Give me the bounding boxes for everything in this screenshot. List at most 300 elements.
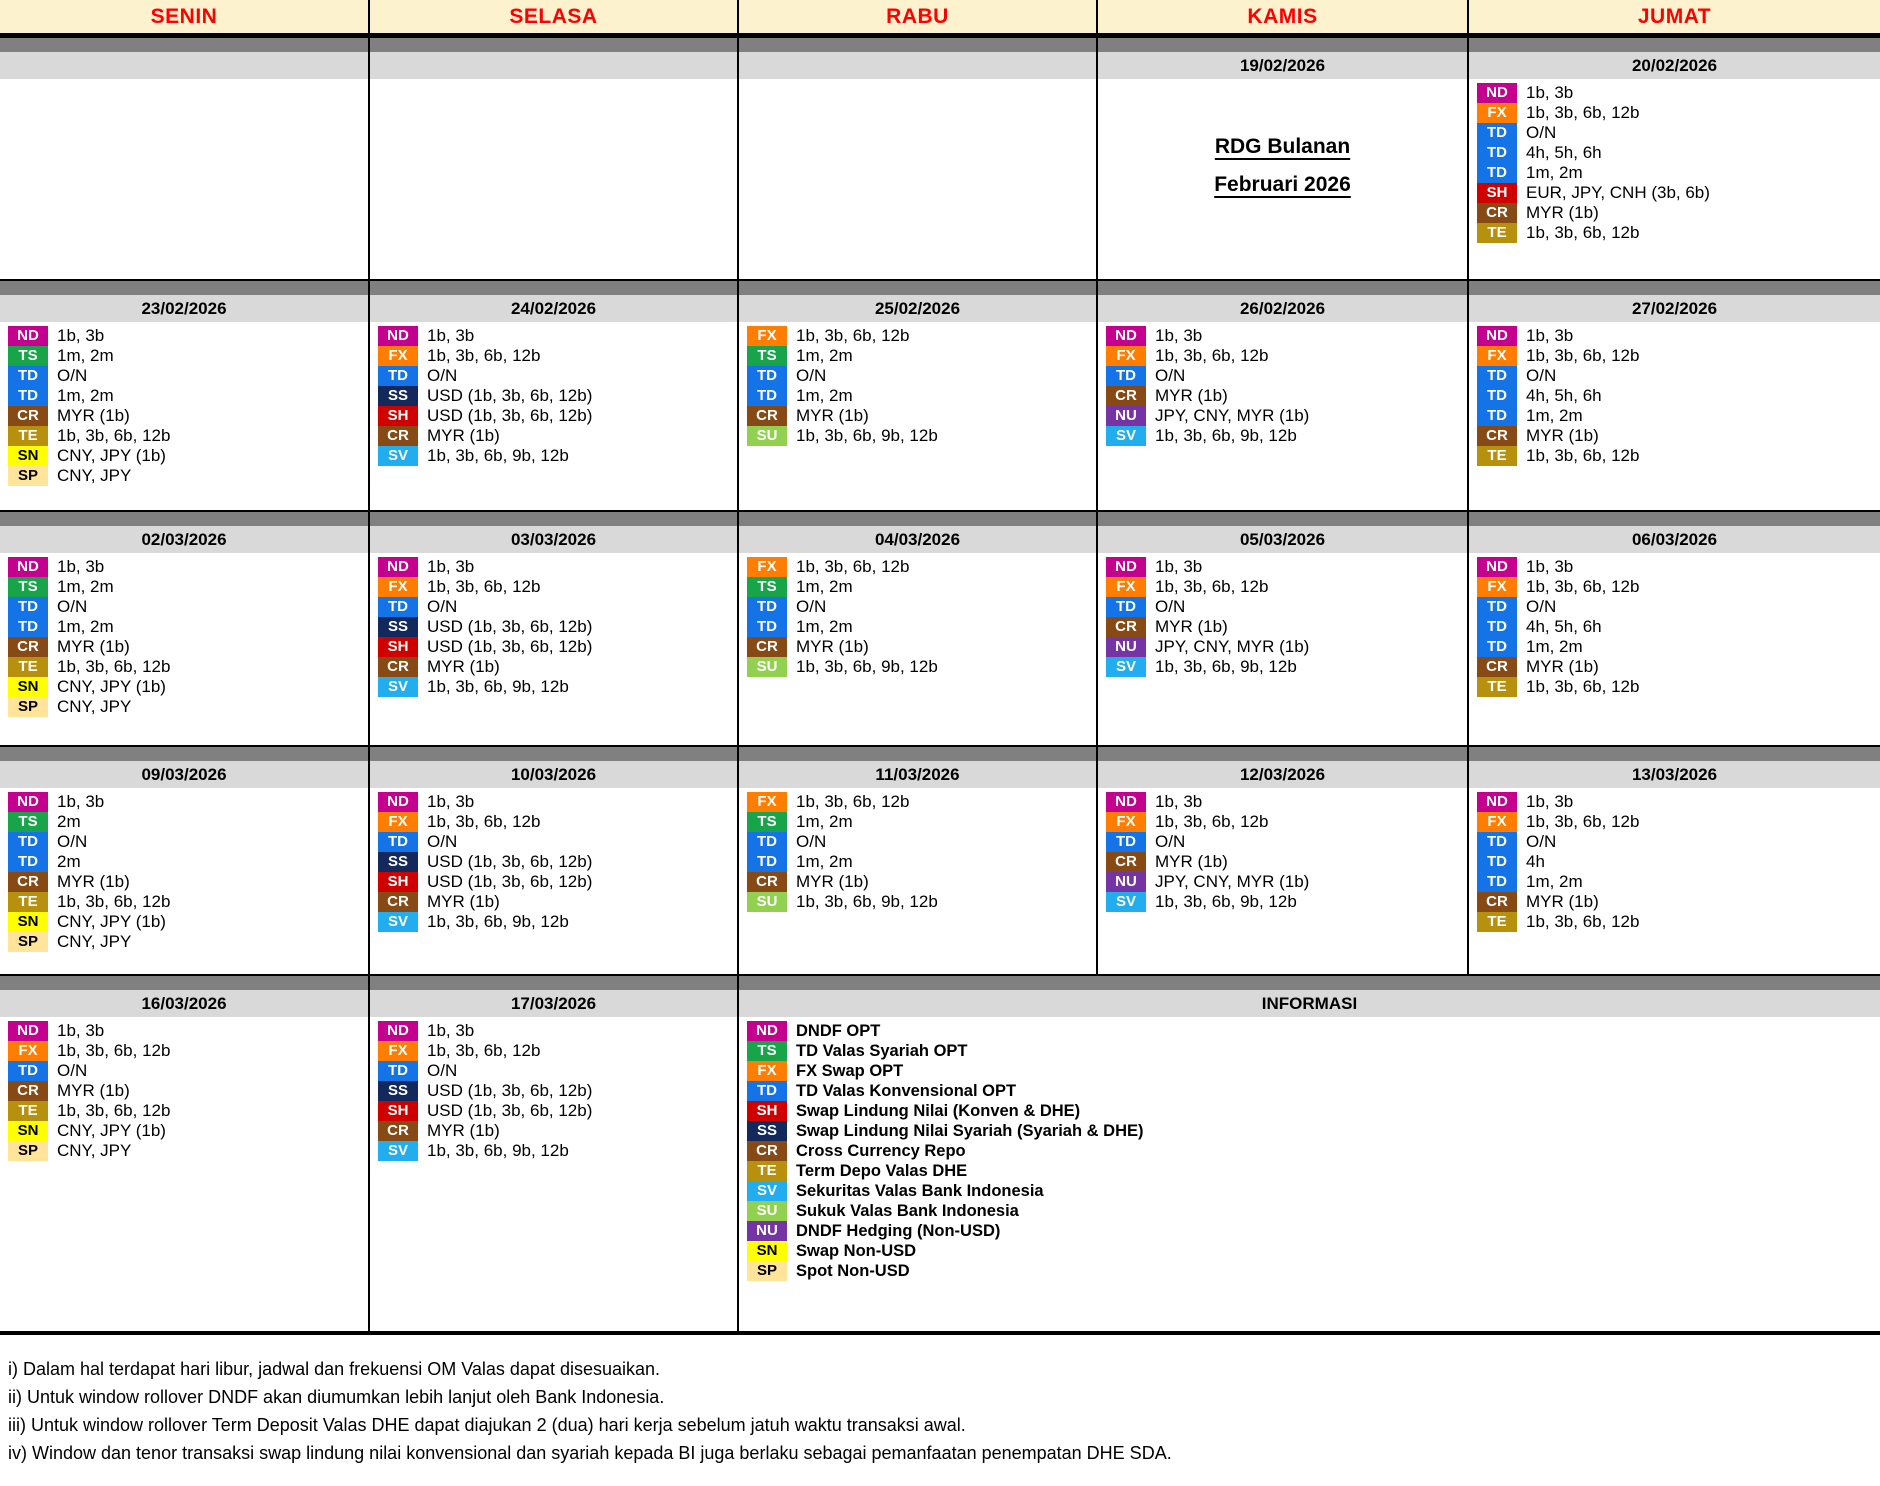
date-cell: 10/03/2026 [368,761,737,788]
badge-SP: SP [8,1141,48,1161]
schedule-row [0,872,368,892]
schedule-row [0,617,368,637]
badge-CR: CR [747,637,787,657]
schedule-row [1098,386,1467,406]
schedule-row [1469,143,1880,163]
schedule-row [0,426,368,446]
legend-label: Sekuritas Valas Bank Indonesia [796,1181,1044,1200]
legend-row [739,1041,1880,1061]
tenor-text: CNY, JPY (1b) [57,446,166,465]
week-separator [368,974,737,990]
legend-row [739,1261,1880,1281]
schedule-row [1469,792,1880,812]
badge-FX: FX [1477,346,1517,366]
tenor-text: CNY, JPY [57,697,132,716]
badge-SV: SV [1106,892,1146,912]
tenor-text: 4h, 5h, 6h [1526,143,1602,162]
schedule-row [370,892,737,912]
badge-TS: TS [8,577,48,597]
badge-SP: SP [8,466,48,486]
schedule-row [1469,346,1880,366]
tenor-text: USD (1b, 3b, 6b, 12b) [427,1081,593,1100]
schedule-row [1098,637,1467,657]
badge-TD: TD [1477,832,1517,852]
schedule-row [1098,346,1467,366]
badge-CR: CR [1477,892,1517,912]
date-cell: 19/02/2026 [1096,52,1467,79]
schedule-row [0,466,368,486]
badge-TS: TS [8,812,48,832]
schedule-row [0,637,368,657]
badge-SS: SS [747,1121,787,1141]
schedule-row [370,386,737,406]
schedule-row [370,406,737,426]
tenor-text: 1m, 2m [796,852,853,871]
schedule-row [1469,597,1880,617]
badge-SS: SS [378,386,418,406]
tenor-text: 2m [57,852,81,871]
week-separator [368,279,737,295]
badge-ND: ND [747,1021,787,1041]
schedule-row [1469,103,1880,123]
legend-label: Sukuk Valas Bank Indonesia [796,1201,1019,1220]
badge-ND: ND [1477,792,1517,812]
date-cell: 20/02/2026 [1467,52,1880,79]
tenor-text: 1b, 3b, 6b, 9b, 12b [796,657,938,676]
week-separator [0,36,368,52]
schedule-row [370,1021,737,1041]
badge-SV: SV [378,912,418,932]
schedule-row [370,677,737,697]
schedule-row [0,912,368,932]
day-header-jumat: JUMAT [1467,0,1880,36]
schedule-row [1098,366,1467,386]
tenor-text: 1b, 3b, 6b, 12b [427,812,541,831]
tenor-text: O/N [1526,123,1557,142]
tenor-text: 1b, 3b, 6b, 12b [57,426,171,445]
badge-SN: SN [8,677,48,697]
badge-SH: SH [378,1101,418,1121]
badge-TE: TE [8,426,48,446]
tenor-text: USD (1b, 3b, 6b, 12b) [427,386,593,405]
day-cell [368,1017,737,1331]
badge-ND: ND [1477,557,1517,577]
day-cell [1096,322,1467,510]
footnote-iv: iv) Window dan tenor transaksi swap lindung nilai konvensional dan syariah kepada BI juga berlaku sebagai pemanfaatan penempatan DHE SDA. [8,1443,1172,1463]
tenor-text: 1b, 3b [427,557,475,576]
legend-label: FX Swap OPT [796,1061,904,1080]
badge-ND: ND [1477,83,1517,103]
badge-TE: TE [1477,223,1517,243]
tenor-text: 4h, 5h, 6h [1526,617,1602,636]
footnote-ii: ii) Untuk window rollover DNDF akan diumumkan lebih lanjut oleh Bank Indonesia. [8,1387,665,1407]
schedule-row [370,326,737,346]
schedule-row [1469,83,1880,103]
badge-TE: TE [8,1101,48,1121]
schedule-row [739,637,1096,657]
legend-row [739,1221,1880,1241]
tenor-text: 1b, 3b, 6b, 12b [1526,812,1640,831]
schedule-row [1469,223,1880,243]
tenor-text: O/N [1155,366,1186,385]
badge-ND: ND [378,557,418,577]
week-separator [368,36,737,52]
schedule-row [370,366,737,386]
badge-SU: SU [747,426,787,446]
tenor-text: 1b, 3b, 6b, 9b, 12b [796,892,938,911]
tenor-text: 1b, 3b, 6b, 12b [1526,912,1640,931]
legend-label: Swap Lindung Nilai Syariah (Syariah & DHE) [796,1121,1144,1140]
schedule-row [1469,183,1880,203]
week-separator [737,279,1096,295]
rdg-note-line: RDG Bulanan [1214,135,1351,158]
tenor-text: 1b, 3b, 6b, 9b, 12b [1155,892,1297,911]
tenor-text: MYR (1b) [1155,617,1228,636]
schedule-row [370,792,737,812]
badge-TD: TD [747,1081,787,1101]
badge-TE: TE [1477,677,1517,697]
tenor-text: 1b, 3b [57,326,105,345]
tenor-text: MYR (1b) [427,657,500,676]
badge-TS: TS [8,346,48,366]
tenor-text: 1m, 2m [796,577,853,596]
tenor-text: 1b, 3b [57,1021,105,1040]
schedule-row [739,792,1096,812]
badge-TE: TE [8,657,48,677]
tenor-text: 1m, 2m [796,346,853,365]
legend-row [739,1161,1880,1181]
schedule-row [1098,406,1467,426]
tenor-text: 1b, 3b, 6b, 12b [1526,677,1640,696]
legend-label: TD Valas Syariah OPT [796,1041,968,1060]
tenor-text: 1m, 2m [796,617,853,636]
tenor-text: 4h, 5h, 6h [1526,386,1602,405]
schedule-row [1469,366,1880,386]
schedule-row [739,326,1096,346]
week-separator [1096,745,1467,761]
schedule-row [370,1041,737,1061]
badge-TD: TD [1477,617,1517,637]
schedule-row [0,386,368,406]
tenor-text: 1b, 3b, 6b, 12b [796,326,910,345]
legend-row [739,1241,1880,1261]
tenor-text: 1b, 3b [1526,326,1574,345]
badge-SN: SN [8,912,48,932]
schedule-row [0,1121,368,1141]
tenor-text: O/N [1155,597,1186,616]
date-cell: 26/02/2026 [1096,295,1467,322]
schedule-row [1098,577,1467,597]
schedule-row [1469,557,1880,577]
badge-TD: TD [747,386,787,406]
badge-SU: SU [747,657,787,677]
schedule-row [370,617,737,637]
tenor-text: 1b, 3b, 6b, 12b [796,792,910,811]
badge-TD: TD [1477,143,1517,163]
badge-ND: ND [1477,326,1517,346]
tenor-text: USD (1b, 3b, 6b, 12b) [427,637,593,656]
day-cell [1467,79,1880,279]
week-separator [1467,279,1880,295]
badge-TS: TS [747,812,787,832]
badge-TE: TE [747,1161,787,1181]
tenor-text: MYR (1b) [57,872,130,891]
rdg-note-line: Februari 2026 [1214,173,1351,196]
badge-TD: TD [1106,832,1146,852]
tenor-text: O/N [796,597,827,616]
footnote-iii: iii) Untuk window rollover Term Deposit Valas DHE dapat diajukan 2 (dua) hari kerja sebelum jatuh waktu transaksi awal. [8,1415,966,1435]
tenor-text: MYR (1b) [427,1121,500,1140]
week-separator [0,974,368,990]
date-cell [0,52,368,79]
tenor-text: 1m, 2m [57,617,114,636]
schedule-row [1469,326,1880,346]
tenor-text: CNY, JPY (1b) [57,912,166,931]
day-cell [368,79,737,279]
schedule-row [0,326,368,346]
schedule-row [1469,123,1880,143]
badge-TS: TS [747,577,787,597]
schedule-row [0,1021,368,1041]
schedule-row [370,577,737,597]
badge-TD: TD [1477,406,1517,426]
badge-CR: CR [8,637,48,657]
badge-NU: NU [747,1221,787,1241]
legend-label: DNDF Hedging (Non-USD) [796,1221,1001,1240]
day-cell [0,322,368,510]
badge-SN: SN [747,1241,787,1261]
schedule-row [0,657,368,677]
badge-TD: TD [747,597,787,617]
schedule-row [1098,872,1467,892]
badge-ND: ND [1106,557,1146,577]
tenor-text: CNY, JPY [57,932,132,951]
week-separator [1467,745,1880,761]
schedule-row [0,812,368,832]
tenor-text: EUR, JPY, CNH (3b, 6b) [1526,183,1710,202]
badge-TD: TD [1477,872,1517,892]
badge-ND: ND [1106,326,1146,346]
schedule-row [0,932,368,952]
legend-label: Swap Non-USD [796,1241,917,1260]
day-cell [0,79,368,279]
tenor-text: 1b, 3b, 6b, 9b, 12b [427,677,569,696]
badge-TD: TD [747,832,787,852]
badge-CR: CR [747,1141,787,1161]
legend-row [739,1121,1880,1141]
badge-FX: FX [378,812,418,832]
tenor-text: MYR (1b) [796,872,869,891]
badge-TD: TD [1477,597,1517,617]
tenor-text: 1b, 3b [1526,557,1574,576]
badge-TS: TS [747,346,787,366]
badge-SS: SS [378,852,418,872]
tenor-text: JPY, CNY, MYR (1b) [1155,872,1310,891]
schedule-row [370,912,737,932]
tenor-text: 1b, 3b, 6b, 12b [57,657,171,676]
badge-CR: CR [747,872,787,892]
tenor-text: O/N [1155,832,1186,851]
tenor-text: CNY, JPY (1b) [57,1121,166,1140]
schedule-row [1469,892,1880,912]
schedule-row [1098,812,1467,832]
schedule-row [1098,557,1467,577]
schedule-row [739,426,1096,446]
schedule-row [1469,406,1880,426]
schedule-row [0,446,368,466]
day-cell [1467,322,1880,510]
badge-TD: TD [1477,123,1517,143]
schedule-row [739,577,1096,597]
day-cell [1096,553,1467,745]
schedule-row [739,597,1096,617]
tenor-text: 1b, 3b, 6b, 12b [57,892,171,911]
schedule-row [0,577,368,597]
date-cell: 02/03/2026 [0,526,368,553]
legend-label: Cross Currency Repo [796,1141,966,1160]
tenor-text: 1b, 3b, 6b, 9b, 12b [427,912,569,931]
tenor-text: MYR (1b) [796,406,869,425]
tenor-text: MYR (1b) [57,406,130,425]
tenor-text: 1b, 3b, 6b, 12b [1155,577,1269,596]
schedule-row [739,386,1096,406]
badge-CR: CR [1106,617,1146,637]
badge-SH: SH [1477,183,1517,203]
schedule-row [0,406,368,426]
tenor-text: O/N [796,832,827,851]
rdg-note-cell [1096,79,1467,279]
tenor-text: CNY, JPY [57,466,132,485]
schedule-row [739,872,1096,892]
tenor-text: O/N [427,1061,458,1080]
day-header-kamis: KAMIS [1096,0,1467,36]
tenor-text: 1m, 2m [796,812,853,831]
schedule-row [0,792,368,812]
badge-TD: TD [1477,852,1517,872]
badge-SV: SV [747,1181,787,1201]
tenor-text: JPY, CNY, MYR (1b) [1155,637,1310,656]
schedule-row [1469,852,1880,872]
badge-CR: CR [1477,203,1517,223]
tenor-text: 1m, 2m [1526,163,1583,182]
badge-CR: CR [378,426,418,446]
schedule-row [1469,872,1880,892]
schedule-row [370,597,737,617]
legend-label: DNDF OPT [796,1021,881,1040]
schedule-row [1469,912,1880,932]
schedule-row [0,852,368,872]
tenor-text: 1b, 3b [1526,83,1574,102]
tenor-text: MYR (1b) [1155,386,1228,405]
informasi-title: INFORMASI [737,990,1880,1017]
badge-TE: TE [1477,912,1517,932]
schedule-row [370,1101,737,1121]
tenor-text: MYR (1b) [1526,203,1599,222]
tenor-text: 1b, 3b, 6b, 12b [1155,346,1269,365]
schedule-row [739,366,1096,386]
tenor-text: MYR (1b) [427,892,500,911]
tenor-text: MYR (1b) [1526,657,1599,676]
badge-SH: SH [378,406,418,426]
badge-FX: FX [1106,346,1146,366]
tenor-text: O/N [1526,832,1557,851]
legend-row [739,1101,1880,1121]
schedule-row [370,852,737,872]
footnote-i: i) Dalam hal terdapat hari libur, jadwal dan frekuensi OM Valas dapat disesuaikan. [8,1359,661,1379]
schedule-row [0,1141,368,1161]
tenor-text: O/N [427,597,458,616]
schedule-row [1098,426,1467,446]
tenor-text: 1b, 3b [57,792,105,811]
date-cell: 16/03/2026 [0,990,368,1017]
badge-SV: SV [378,677,418,697]
badge-TS: TS [747,1041,787,1061]
legend-row [739,1141,1880,1161]
week-separator [0,510,368,526]
badge-TD: TD [378,366,418,386]
tenor-text: O/N [427,832,458,851]
date-cell: 04/03/2026 [737,526,1096,553]
schedule-row [0,832,368,852]
badge-TD: TD [378,1061,418,1081]
badge-NU: NU [1106,637,1146,657]
tenor-text: 1b, 3b, 6b, 9b, 12b [427,446,569,465]
tenor-text: 1b, 3b, 6b, 12b [1526,346,1640,365]
tenor-text: 1b, 3b, 6b, 12b [1526,577,1640,596]
badge-TD: TD [8,386,48,406]
day-cell [737,788,1096,974]
schedule-row [1469,163,1880,183]
date-cell: 23/02/2026 [0,295,368,322]
schedule-row [370,1081,737,1101]
tenor-text: MYR (1b) [1155,852,1228,871]
legend-label: Term Depo Valas DHE [796,1161,968,1180]
schedule-row [739,657,1096,677]
schedule-row [0,677,368,697]
schedule-row [1098,597,1467,617]
badge-SU: SU [747,892,787,912]
date-cell: 25/02/2026 [737,295,1096,322]
schedule-row [1469,426,1880,446]
schedule-row [0,1041,368,1061]
badge-TD: TD [747,852,787,872]
badge-TE: TE [8,892,48,912]
tenor-text: 1m, 2m [57,577,114,596]
day-header-rabu: RABU [737,0,1096,36]
badge-TD: TD [378,597,418,617]
schedule-row [0,557,368,577]
badge-CR: CR [747,406,787,426]
tenor-text: 1b, 3b [1155,557,1203,576]
schedule-row [1098,326,1467,346]
tenor-text: O/N [427,366,458,385]
schedule-row [1098,792,1467,812]
schedule-row [370,637,737,657]
schedule-row [0,892,368,912]
footnotes [8,1355,1880,1467]
badge-FX: FX [8,1041,48,1061]
badge-SP: SP [8,697,48,717]
schedule-row [739,832,1096,852]
day-cell [0,553,368,745]
badge-CR: CR [378,1121,418,1141]
schedule-row [1098,852,1467,872]
schedule-row [1098,617,1467,637]
schedule-row [1098,892,1467,912]
badge-TE: TE [1477,446,1517,466]
schedule-row [1469,577,1880,597]
date-cell: 06/03/2026 [1467,526,1880,553]
